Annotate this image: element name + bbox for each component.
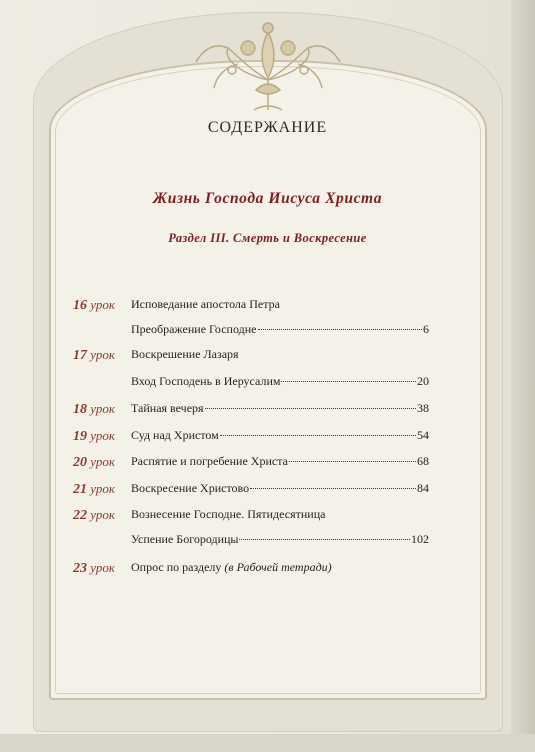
entry-title: Преображение Господне xyxy=(131,322,257,336)
toc-entry[interactable] xyxy=(131,401,429,416)
lesson-word: урок xyxy=(90,507,115,522)
book-subtitle: Жизнь Господа Иисуса Христа xyxy=(152,190,383,207)
entry-page-number: 20 xyxy=(417,374,429,388)
dot-leader xyxy=(239,539,410,540)
lesson-label xyxy=(73,347,115,364)
lesson-number: 21 xyxy=(73,482,87,497)
lesson-number: 18 xyxy=(73,402,87,417)
lesson-word: урок xyxy=(90,428,115,443)
toc-entry[interactable] xyxy=(131,454,429,469)
dot-leader xyxy=(205,408,416,409)
entry-page-number: 6 xyxy=(423,322,429,336)
entry-page-number: 84 xyxy=(417,481,429,495)
entry-title: Вознесение Господне. Пятидесятница xyxy=(131,507,326,521)
lesson-label xyxy=(73,507,115,524)
entry-title-main: Опрос по разделу xyxy=(131,560,225,574)
page-edge xyxy=(511,0,535,752)
lesson-label xyxy=(73,454,115,471)
lesson-number: 20 xyxy=(73,455,87,470)
dot-leader xyxy=(281,381,416,382)
entry-title: Воскрешение Лазаря xyxy=(131,347,239,361)
lesson-number: 16 xyxy=(73,298,87,313)
lesson-word: урок xyxy=(90,481,115,496)
toc-entry[interactable] xyxy=(131,481,429,496)
lesson-label xyxy=(73,428,115,445)
lesson-label xyxy=(73,401,115,418)
lesson-word: урок xyxy=(90,560,115,575)
entry-title: Распятие и погребение Христа xyxy=(131,454,288,468)
lesson-label xyxy=(73,560,115,577)
lesson-number: 23 xyxy=(73,561,87,576)
toc-entry[interactable] xyxy=(131,532,429,547)
toc-entry[interactable] xyxy=(131,560,429,575)
lesson-number: 22 xyxy=(73,508,87,523)
lesson-word: урок xyxy=(90,454,115,469)
entry-page-number: 54 xyxy=(417,428,429,442)
toc-entry[interactable] xyxy=(131,347,429,362)
floral-ornament-icon xyxy=(168,18,368,118)
page-title: СОДЕРЖАНИЕ xyxy=(207,119,328,136)
toc-entry[interactable] xyxy=(131,507,429,522)
entry-title: Воскресение Христово xyxy=(131,481,250,495)
entry-title: Суд над Христом xyxy=(131,428,219,442)
lesson-word: урок xyxy=(90,347,115,362)
entry-title: Вход Господень в Иерусалим xyxy=(131,374,281,388)
entry-title xyxy=(131,560,332,575)
lesson-label xyxy=(73,481,115,498)
lesson-word: урок xyxy=(90,401,115,416)
entry-page-number: 68 xyxy=(417,454,429,468)
dot-leader xyxy=(220,435,416,436)
entry-title-note: (в Рабочей тетради) xyxy=(224,560,332,574)
entry-title: Тайная вечеря xyxy=(131,401,204,415)
toc-entry[interactable] xyxy=(131,374,429,389)
toc-entry[interactable] xyxy=(131,322,429,337)
lesson-word: урок xyxy=(90,297,115,312)
dot-leader xyxy=(250,488,416,489)
toc-entry[interactable] xyxy=(131,428,429,443)
toc-entry[interactable] xyxy=(131,297,429,312)
entry-title: Успение Богородицы xyxy=(131,532,239,546)
lesson-number: 19 xyxy=(73,429,87,444)
lesson-label xyxy=(73,297,115,314)
lesson-number: 17 xyxy=(73,348,87,363)
page-bottom-edge xyxy=(0,734,535,752)
dot-leader xyxy=(258,329,423,330)
entry-page-number: 102 xyxy=(411,532,429,546)
dot-leader xyxy=(289,461,416,462)
section-title: Раздел III. Смерть и Воскресение xyxy=(168,231,367,245)
entry-title: Исповедание апостола Петра xyxy=(131,297,280,311)
entry-page-number: 38 xyxy=(417,401,429,415)
